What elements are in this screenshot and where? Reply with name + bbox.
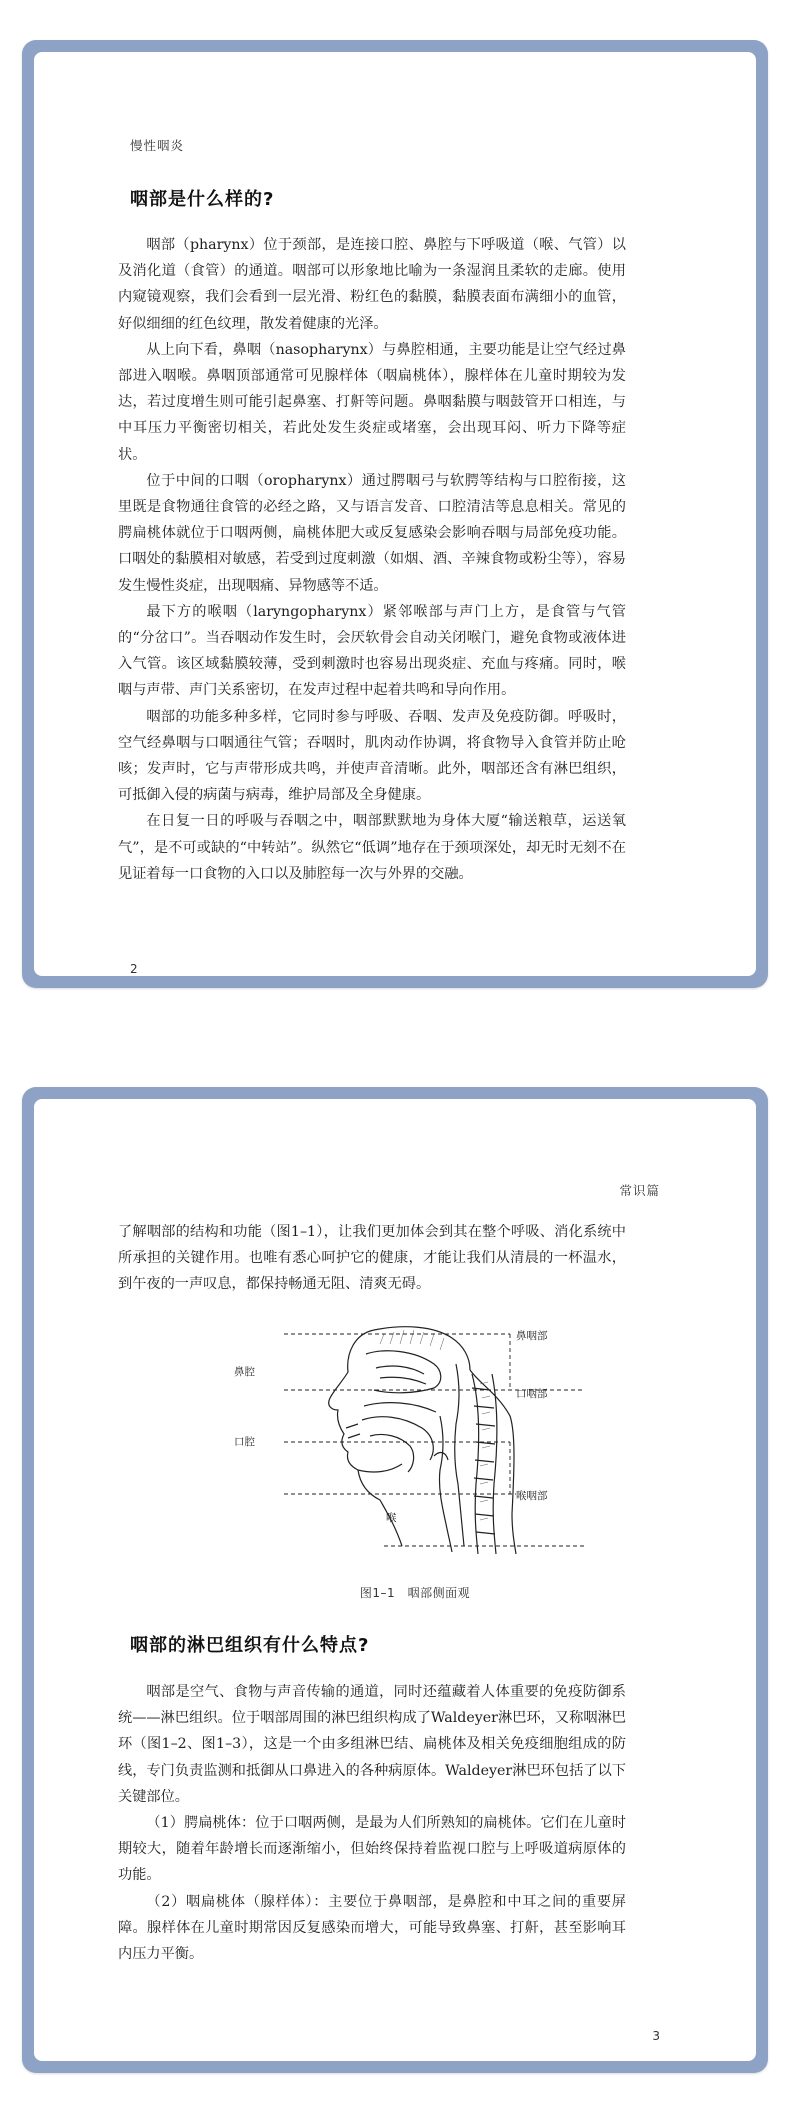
page-number: 2 xyxy=(130,962,138,976)
body-text xyxy=(118,232,626,887)
body-text xyxy=(118,1679,626,1967)
paragraph: （1）腭扁桃体：位于口咽两侧，是最为人们所熟知的扁桃体。它们在儿童时期较大，随着年龄增长而逐渐缩小，但始终保持着监视口腔与上呼吸道病原体的功能。 xyxy=(118,1815,626,1884)
label-larynx: 喉 xyxy=(386,1512,397,1524)
paragraph: 咽部（pharynx）位于颈部，是连接口腔、鼻腔与下呼吸道（喉、气管）以及消化道（食管）的通道。咽部可以形象地比喻为一条湿润且柔软的走廊。使用内窥镜观察，我们会看到一层光滑、粉红色的黏膜，黏膜表面布满细小的血管，好似细细的红色纹理，散发着健康的光泽。 xyxy=(118,237,626,332)
paragraph: 咽部的功能多种多样，它同时参与呼吸、吞咽、发声及免疫防御。呼吸时，空气经鼻咽与口咽通往气管；吞咽时，肌肉动作协调，将食物导入食管并防止呛咳；发声时，它与声带形成共鸣，并使声音清晰。此外，咽部还含有淋巴组织，可抵御入侵的病菌与病毒，维护局部及全身健康。 xyxy=(118,708,626,804)
running-head: 常识篇 xyxy=(619,1183,660,1198)
label-nasopharynx: 鼻咽部 xyxy=(516,1330,548,1342)
intro-text xyxy=(118,1219,626,1298)
pharynx-illustration xyxy=(284,1324,584,1559)
label-oropharynx: 口咽部 xyxy=(516,1388,548,1400)
figure-caption: 图1–1 咽部侧面观 xyxy=(359,1586,471,1600)
section-title: 咽部是什么样的? xyxy=(130,189,275,210)
paragraph: 从上向下看，鼻咽（nasopharynx）与鼻腔相通，主要功能是让空气经过鼻部进入咽喉。鼻咽顶部通常可见腺样体（咽扁桃体），腺样体在儿童时期较为发达，若过度增生则可能引起鼻塞、打鼾等问题。鼻咽黏膜与咽鼓管开口相连，与中耳压力平衡密切相关，若此处发生炎症或堵塞，会出现耳闷、听力下降等症状。 xyxy=(118,341,626,463)
page-frame-2 xyxy=(22,40,768,988)
pharynx-lateral-figure xyxy=(234,1324,584,1559)
section-title: 咽部的淋巴组织有什么特点? xyxy=(130,1635,370,1656)
label-oral-cavity: 口腔 xyxy=(234,1436,255,1448)
label-nasal-cavity: 鼻腔 xyxy=(234,1366,255,1378)
page-sheet-3 xyxy=(34,1099,756,2061)
label-laryngopharynx: 喉咽部 xyxy=(516,1490,548,1502)
paragraph: 最下方的喉咽（laryngopharynx）紧邻喉部与声门上方，是食管与气管的“分岔口”。当吞咽动作发生时，会厌软骨会自动关闭喉门，避免食物或液体进入气管。该区域黏膜较薄，受到刺激时也容易出现炎症、充血与疼痛。同时，喉咽与声带、声门关系密切，在发声过程中起着共鸣和导向作用。 xyxy=(118,603,626,699)
paragraph: 在日复一日的呼吸与吞咽之中，咽部默默地为身体大厦“输送粮草，运送氧气”，是不可或缺的“中转站”。纵然它“低调”地存在于颈项深处，却无时无刻不在见证着每一口食物的入口以及肺腔每一次与外界的交融。 xyxy=(118,813,626,882)
running-head: 慢性咽炎 xyxy=(130,138,185,153)
paragraph: （2）咽扁桃体（腺样体）：主要位于鼻咽部，是鼻腔和中耳之间的重要屏障。腺样体在儿童时期常因反复感染而增大，可能导致鼻塞、打鼾，甚至影响耳内压力平衡。 xyxy=(118,1893,626,1963)
paragraph: 了解咽部的结构和功能（图1–1），让我们更加体会到其在整个呼吸、消化系统中所承担的关键作用。也唯有悉心呵护它的健康，才能让我们从清晨的一杯温水，到午夜的一声叹息，都保持畅通无阻、清爽无碍。 xyxy=(118,1224,626,1293)
paragraph: 咽部是空气、食物与声音传输的通道，同时还蕴藏着人体重要的免疫防御系统——淋巴组织。位于咽部周围的淋巴组织构成了Waldeyer淋巴环，又称咽淋巴环（图1–2、图1–3），这是一个由多组淋巴结、扁桃体及相关免疫细胞组成的防线，专门负责监测和抵御从口鼻进入的各种病原体。Waldeyer淋巴环包括了以下关键部位。 xyxy=(118,1684,626,1805)
page-sheet-2 xyxy=(34,52,756,976)
page-number: 3 xyxy=(652,2029,660,2043)
paragraph: 位于中间的口咽（oropharynx）通过腭咽弓与软腭等结构与口腔衔接，这里既是食物通往食管的必经之路，又与语言发音、口腔清洁等息息相关。常见的腭扁桃体就位于口咽两侧，扁桃体肥大或反复感染会影响吞咽与局部免疫功能。口咽处的黏膜相对敏感，若受到过度刺激（如烟、酒、辛辣食物或粉尘等），容易发生慢性炎症，出现咽痛、异物感等不适。 xyxy=(118,472,626,594)
page-frame-3 xyxy=(22,1087,768,2073)
